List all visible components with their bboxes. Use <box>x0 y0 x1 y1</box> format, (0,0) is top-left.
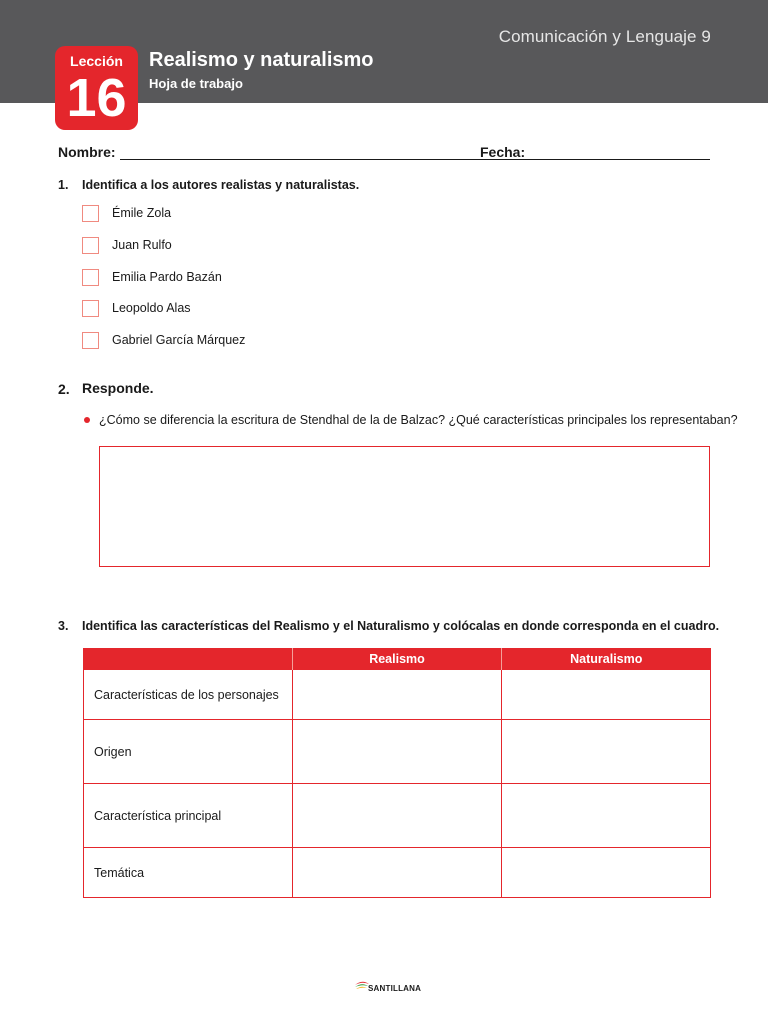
question-3-prompt: Identifica las características del Realismo y el Naturalismo y colócalas en donde corresponda en el cuadro. <box>82 619 720 633</box>
checkbox[interactable] <box>82 269 99 286</box>
name-field[interactable] <box>120 159 536 160</box>
question-2-prompt: Responde. <box>82 380 154 396</box>
checkbox[interactable] <box>82 332 99 349</box>
santillana-logo-text: SANTILLANA <box>368 984 422 993</box>
checkbox[interactable] <box>82 237 99 254</box>
row-label: Característica principal <box>84 784 293 848</box>
name-date-row <box>58 144 710 164</box>
table-header-empty <box>84 648 293 670</box>
table-row <box>84 784 711 848</box>
date-field[interactable] <box>525 159 710 160</box>
table-header-naturalismo: Naturalismo <box>502 648 711 670</box>
course-title: Comunicación y Lenguaje 9 <box>498 27 711 46</box>
question-1-prompt: Identifica a los autores realistas y naturalistas. <box>82 178 360 192</box>
cell-realismo[interactable] <box>293 720 502 784</box>
row-label: Características de los personajes <box>84 670 293 720</box>
table-row <box>84 720 711 784</box>
cell-naturalismo[interactable] <box>502 720 711 784</box>
option-label: Juan Rulfo <box>112 238 172 252</box>
checkbox[interactable] <box>82 300 99 317</box>
question-3-number: 3. <box>58 619 69 633</box>
option-label: Emilia Pardo Bazán <box>112 270 222 284</box>
table-header-realismo: Realismo <box>293 648 502 670</box>
option-label: Gabriel García Márquez <box>112 333 246 347</box>
lesson-badge-number: 16 <box>66 68 127 128</box>
name-label: Nombre: <box>58 144 116 160</box>
lesson-title: Realismo y naturalismo <box>149 49 374 71</box>
cell-realismo[interactable] <box>293 848 502 898</box>
classification-table <box>83 648 711 898</box>
question-2-number: 2. <box>58 381 70 397</box>
row-label: Temática <box>84 848 293 898</box>
cell-naturalismo[interactable] <box>502 670 711 720</box>
table-row <box>84 848 711 898</box>
question-1-number: 1. <box>58 178 69 192</box>
date-label: Fecha: <box>480 144 526 160</box>
option-label: Leopoldo Alas <box>112 301 191 315</box>
table-header-row <box>84 648 711 670</box>
lesson-subtitle: Hoja de trabajo <box>149 76 243 91</box>
cell-realismo[interactable] <box>293 670 502 720</box>
answer-box[interactable] <box>99 446 710 567</box>
row-label: Origen <box>84 720 293 784</box>
cell-naturalismo[interactable] <box>502 784 711 848</box>
lesson-badge <box>55 46 138 130</box>
question-2-text: ¿Cómo se diferencia la escritura de Stendhal de la de Balzac? ¿Qué características principales los representaban? <box>99 413 738 427</box>
checkbox[interactable] <box>82 205 99 222</box>
option-label: Émile Zola <box>112 206 172 220</box>
bullet-icon <box>84 417 90 423</box>
lesson-badge-label: Lección <box>70 53 123 69</box>
cell-realismo[interactable] <box>293 784 502 848</box>
table-row <box>84 670 711 720</box>
cell-naturalismo[interactable] <box>502 848 711 898</box>
